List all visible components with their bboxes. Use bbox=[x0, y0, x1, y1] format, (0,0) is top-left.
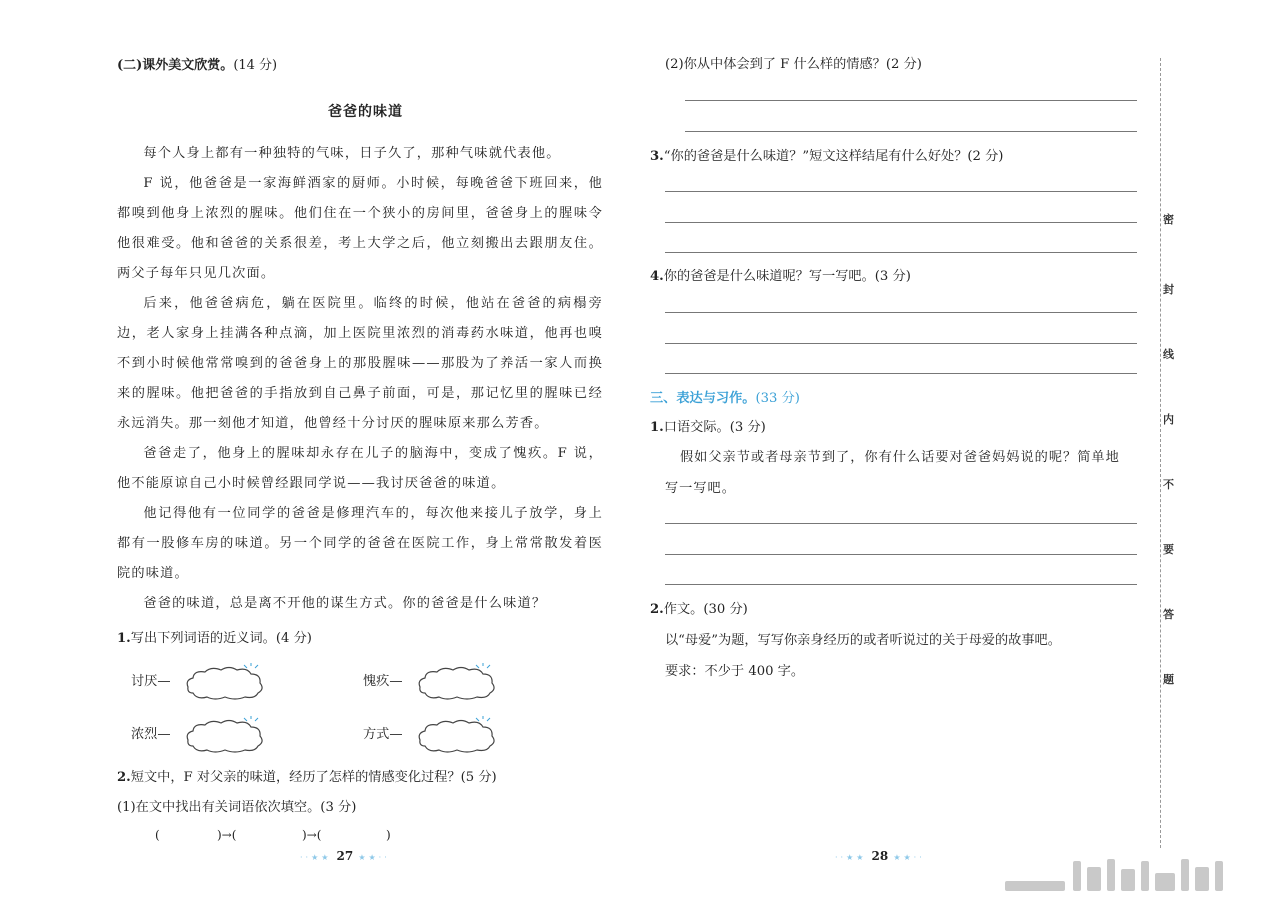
answer-line[interactable] bbox=[665, 252, 1137, 253]
page-footer-right bbox=[835, 845, 925, 864]
essay-title: 爸爸的味道 bbox=[328, 104, 403, 120]
composition-prompt: 以“母爱”为题，写写你亲身经历的或者听说过的关于母爱的故事吧。 bbox=[665, 633, 1061, 648]
answer-line[interactable] bbox=[685, 131, 1137, 132]
answer-line[interactable] bbox=[665, 191, 1137, 192]
paragraph-2: F 说，他爸爸是一家海鲜酒家的厨师。小时候，每晚爸爸下班回来，他都嗅到他身上浓烈的腥味。他们住在一个狭小的房间里，爸爸身上的腥味令他很难受。他和爸爸的关系很差，考上大学之后，他立刻搬出去跟朋友住。两父子每年只见几次面。 bbox=[117, 176, 603, 281]
star-decoration-icon: ··★★ bbox=[300, 853, 332, 862]
word-item-4: 方式— bbox=[363, 727, 403, 742]
question-2-sub-2: (2)你从中体会到了 F 什么样的情感？(2 分) bbox=[665, 57, 922, 72]
seal-char: 要 bbox=[1163, 543, 1174, 556]
answer-line[interactable] bbox=[665, 523, 1137, 524]
section-heading-2: (二)课外美文欣赏。(14 分) bbox=[117, 58, 278, 73]
answer-line[interactable] bbox=[665, 343, 1137, 344]
page-number: 28 bbox=[871, 849, 889, 863]
seal-char: 封 bbox=[1163, 283, 1174, 296]
answer-cloud-3[interactable] bbox=[185, 716, 267, 756]
watermark-logo-icon bbox=[1005, 855, 1240, 891]
seal-char: 内 bbox=[1163, 413, 1174, 426]
blank-bracket-3[interactable]: )→( bbox=[302, 828, 322, 842]
answer-line[interactable] bbox=[665, 554, 1137, 555]
composition-requirement: 要求：不少于 400 字。 bbox=[665, 664, 805, 679]
paragraph-3: 后来，他爸爸病危，躺在医院里。临终的时候，他站在爸爸的病榻旁边，老人家身上挂满各种点滴，加上医院里浓烈的消毒药水味道，他再也嗅不到小时候他常常嗅到的爸爸身上的那股腥味——那股为了养活一家人而换来的腥味。他把爸爸的手指放到自己鼻子前面，可是，那记忆里的腥味已经永远消失。那一刻他才知道，他曾经十分讨厌的腥味原来那么芳香。 bbox=[117, 296, 603, 431]
paragraph-5: 他记得他有一位同学的爸爸是修理汽车的，每次他来接儿子放学，身上都有一股修车房的味道。另一个同学的爸爸在医院工作，身上常常散发着医院的味道。 bbox=[117, 506, 603, 581]
question-2: 2.短文中，F 对父亲的味道，经历了怎样的情感变化过程？(5 分) bbox=[117, 770, 497, 785]
answer-cloud-4[interactable] bbox=[417, 716, 499, 756]
answer-line[interactable] bbox=[665, 222, 1137, 223]
answer-line[interactable] bbox=[665, 373, 1137, 374]
composition-question: 2.作文。(30 分) bbox=[650, 602, 748, 617]
paragraph-4: 爸爸走了，他身上的腥味却永存在儿子的脑海中，变成了愧疚。F 说，他不能原谅自己小时候曾经跟同学说——我讨厌爸爸的味道。 bbox=[117, 446, 603, 491]
answer-line[interactable] bbox=[665, 312, 1137, 313]
question-1: 1.写出下列词语的近义词。(4 分) bbox=[117, 631, 312, 646]
oral-prompt-line-2: 写一写吧。 bbox=[665, 481, 736, 496]
star-decoration-icon: ★★·· bbox=[358, 853, 390, 862]
answer-cloud-2[interactable] bbox=[417, 663, 499, 703]
star-decoration-icon: ··★★ bbox=[835, 853, 867, 862]
blank-bracket-2[interactable]: )→( bbox=[217, 828, 237, 842]
blank-bracket-4[interactable]: ) bbox=[386, 828, 391, 842]
star-decoration-icon: ★★·· bbox=[893, 853, 925, 862]
seal-char: 线 bbox=[1163, 348, 1174, 361]
question-2-sub-1: (1)在文中找出有关词语依次填空。(3 分) bbox=[117, 800, 357, 815]
seal-char: 不 bbox=[1163, 478, 1174, 491]
page-footer-left bbox=[300, 845, 390, 864]
seal-char: 答 bbox=[1163, 608, 1174, 621]
right-page bbox=[640, 0, 1160, 905]
answer-line[interactable] bbox=[685, 100, 1137, 101]
page-number: 27 bbox=[336, 849, 354, 863]
section-heading-3: 三、表达与习作。(33 分) bbox=[650, 391, 800, 406]
oral-prompt-line-1: 假如父亲节或者母亲节到了，你有什么话要对爸爸妈妈说的呢？简单地 bbox=[680, 450, 1120, 465]
paragraph-1: 每个人身上都有一种独特的气味，日子久了，那种气味就代表他。 bbox=[143, 146, 561, 161]
answer-cloud-1[interactable] bbox=[185, 663, 267, 703]
seal-dashed-line bbox=[1160, 58, 1161, 848]
word-item-1: 讨厌— bbox=[131, 674, 171, 689]
question-3: 3.“你的爸爸是什么味道？”短文这样结尾有什么好处？(2 分) bbox=[650, 149, 1004, 164]
word-item-3: 浓烈— bbox=[131, 727, 171, 742]
paragraph-6: 爸爸的味道，总是离不开他的谋生方式。你的爸爸是什么味道？ bbox=[143, 596, 547, 611]
answer-line[interactable] bbox=[665, 584, 1137, 585]
oral-question: 1.口语交际。(3 分) bbox=[650, 420, 766, 435]
word-item-2: 愧疚— bbox=[363, 674, 403, 689]
seal-char: 题 bbox=[1163, 673, 1174, 686]
blank-bracket-1[interactable]: ( bbox=[155, 828, 160, 842]
question-4: 4.你的爸爸是什么味道呢？写一写吧。(3 分) bbox=[650, 269, 911, 284]
seal-char: 密 bbox=[1163, 213, 1174, 226]
